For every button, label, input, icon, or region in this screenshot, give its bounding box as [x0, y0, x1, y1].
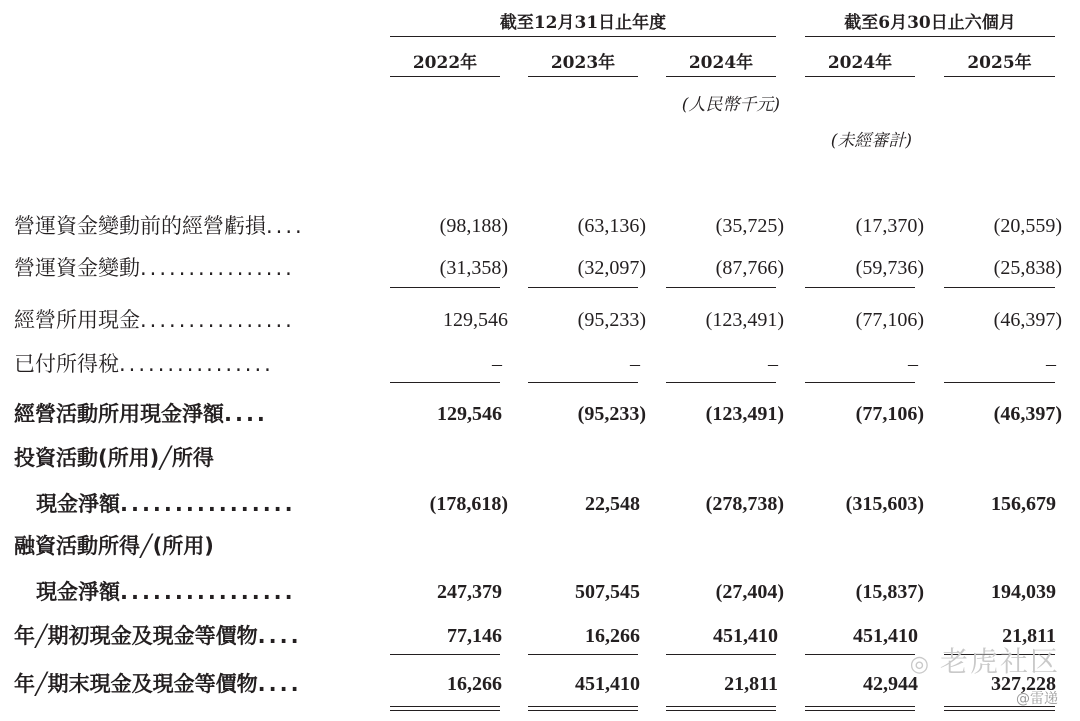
- year-header-3: 2024年: [688, 53, 754, 73]
- cell-value: 21,811: [724, 673, 778, 695]
- subtotal-rule: [805, 382, 915, 383]
- unaudited-note: (未經審計): [830, 131, 912, 151]
- year-rule-4: [805, 76, 915, 77]
- total-double-rule: [666, 706, 776, 707]
- year-rule-2: [528, 76, 638, 77]
- cell-value: (123,491): [705, 309, 784, 331]
- total-double-rule: [944, 710, 1055, 711]
- cell-value: 451,410: [575, 673, 640, 695]
- cell-value: (63,136): [577, 215, 646, 237]
- year-header-4: 2024年: [827, 53, 893, 73]
- cell-value: (178,618): [429, 493, 508, 515]
- cell-value: –: [1046, 353, 1056, 375]
- row-label: 年╱期末現金及現金等價物....: [14, 672, 302, 696]
- year-header-2: 2023年: [550, 53, 616, 73]
- currency-note: (人民幣千元): [681, 95, 780, 115]
- table-row: [0, 530, 1080, 562]
- cell-value: 42,944: [863, 673, 918, 695]
- watermark-logo: [910, 640, 1060, 680]
- cell-value: 77,146: [447, 625, 502, 647]
- row-label: 現金淨額................: [36, 580, 296, 604]
- cell-value: 16,266: [585, 625, 640, 647]
- subtotal-rule: [666, 382, 776, 383]
- cell-value: 16,266: [447, 673, 502, 695]
- subtotal-rule: [528, 382, 638, 383]
- watermark-text: 老虎社区: [939, 645, 1060, 678]
- cell-value: (95,233): [577, 403, 646, 425]
- row-label: 營運資金變動................: [14, 256, 295, 280]
- subtotal-rule: [805, 287, 915, 288]
- table-row: [0, 304, 1080, 336]
- table-row: [0, 398, 1080, 430]
- cell-value: (98,188): [439, 215, 508, 237]
- cell-value: (27,404): [715, 581, 784, 603]
- cell-value: (46,397): [993, 403, 1062, 425]
- cell-value: (35,725): [715, 215, 784, 237]
- cell-value: –: [908, 353, 918, 375]
- cell-value: (46,397): [993, 309, 1062, 331]
- year-rule-5: [944, 76, 1055, 77]
- row-label: 投資活動(所用)╱所得: [14, 446, 214, 470]
- cell-value: (123,491): [705, 403, 784, 425]
- total-double-rule: [805, 706, 915, 707]
- header-rule-annual: [390, 36, 776, 37]
- subtotal-rule: [390, 382, 500, 383]
- year-header-5: 2025年: [967, 53, 1032, 73]
- cell-value: 327,228: [991, 673, 1056, 695]
- year-rule-3: [666, 76, 776, 77]
- watermark-handle: @雷递: [1016, 691, 1058, 707]
- subtotal-rule: [528, 287, 638, 288]
- cell-value: 507,545: [575, 581, 640, 603]
- cell-value: 247,379: [437, 581, 502, 603]
- cell-value: (25,838): [993, 257, 1062, 279]
- total-double-rule: [390, 710, 500, 711]
- cell-value: 451,410: [713, 625, 778, 647]
- cell-value: 451,410: [853, 625, 918, 647]
- watermark-icon: ◎: [909, 652, 940, 677]
- subtotal-rule: [390, 287, 500, 288]
- row-label: 已付所得稅................: [14, 352, 274, 376]
- cell-value: –: [492, 353, 502, 375]
- cell-value: (32,097): [577, 257, 646, 279]
- total-double-rule: [666, 710, 776, 711]
- cell-value: (17,370): [855, 215, 924, 237]
- row-label: 年╱期初現金及現金等價物....: [14, 624, 302, 648]
- cell-value: 194,039: [991, 581, 1056, 603]
- cell-value: –: [768, 353, 778, 375]
- cell-value: (278,738): [705, 493, 784, 515]
- subtotal-rule: [944, 382, 1055, 383]
- header-rule-interim: [805, 36, 1055, 37]
- total-double-rule: [390, 706, 500, 707]
- year-rule-1: [390, 76, 500, 77]
- cell-value: (77,106): [855, 403, 924, 425]
- cell-value: 129,546: [443, 309, 508, 331]
- table-row: [0, 576, 1080, 608]
- cell-value: 156,679: [991, 493, 1056, 515]
- subtotal-rule: [666, 287, 776, 288]
- table-row: [0, 348, 1080, 380]
- subtotal-rule: [528, 654, 638, 655]
- table-row: [0, 442, 1080, 474]
- cell-value: (315,603): [845, 493, 924, 515]
- cell-value: 129,546: [437, 403, 502, 425]
- row-label: 現金淨額................: [36, 492, 296, 516]
- total-double-rule: [528, 710, 638, 711]
- cell-value: 22,548: [585, 493, 640, 515]
- table-row: [0, 488, 1080, 520]
- row-label: 經營活動所用現金淨額....: [14, 402, 268, 426]
- subtotal-rule: [944, 287, 1055, 288]
- table-row: [0, 210, 1080, 242]
- period-header-annual: 截至12月31日止年度: [499, 13, 667, 33]
- total-double-rule: [805, 710, 915, 711]
- subtotal-rule: [390, 654, 500, 655]
- year-header-1: 2022年: [412, 53, 478, 73]
- cell-value: (77,106): [855, 309, 924, 331]
- cell-value: (15,837): [855, 581, 924, 603]
- cell-value: (59,736): [855, 257, 924, 279]
- cell-value: (95,233): [577, 309, 646, 331]
- cell-value: (87,766): [715, 257, 784, 279]
- cell-value: 21,811: [1002, 625, 1056, 647]
- row-label: 融資活動所得╱(所用): [14, 534, 214, 558]
- cell-value: (31,358): [439, 257, 508, 279]
- cell-value: (20,559): [993, 215, 1062, 237]
- period-header-interim: 截至6月30日止六個月: [844, 13, 1016, 33]
- row-label: 營運資金變動前的經營虧損....: [14, 214, 305, 238]
- table-row: [0, 252, 1080, 284]
- subtotal-rule: [666, 654, 776, 655]
- row-label: 經營所用現金................: [14, 308, 295, 332]
- cell-value: –: [630, 353, 640, 375]
- subtotal-rule: [805, 654, 915, 655]
- total-double-rule: [528, 706, 638, 707]
